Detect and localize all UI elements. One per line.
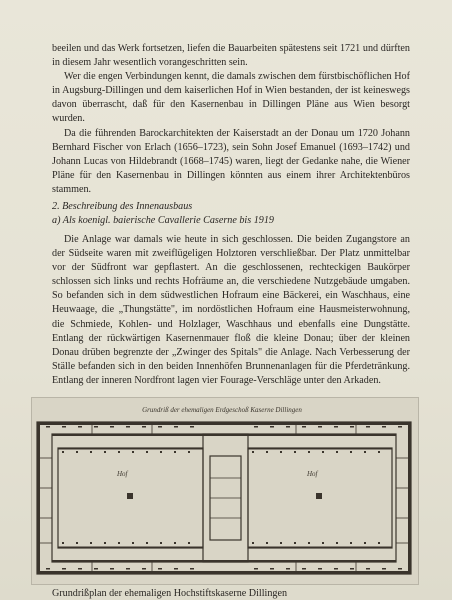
floor-plan-figure [31, 397, 419, 585]
hof-label-left: Hof [117, 470, 128, 478]
text-block-intro [52, 42, 410, 197]
paragraph-3: Da die führenden Barockarchitekten der Kaiserstadt an der Donau um 1720 Johann Bernhard Fischer von Erlach (1656–1723), sein Sohn Josef Emanuel (1693–1742) und Johann Lucas von Hildebrandt (1668–1745) waren, liegt der Gedanke nahe, die Wiener Pläne für den Kasernenbau in Dillingen könnten aus einem ihrer Architektenbüros stammen. [52, 127, 410, 195]
paragraph-1: beeilen und das Werk fortsetzen, liefen die Bauarbeiten spätestens seit 1721 und dürften in diesem Jahr wesentlich vorangeschritten sein. [52, 43, 410, 69]
figure-caption: Grundrißplan der ehemaligen Hochstiftskaserne Dillingen [52, 588, 288, 599]
plan-title: Grundriß der ehemaligen Erdgeschoß Kaserne Dillingen [142, 406, 302, 414]
paragraph-2: Wer die engen Verbindungen kennt, die damals zwischen dem fürstbischöflichen Hof in Augsburg-Dillingen und dem kaiserlichen Hof in Wien bestanden, der ist keineswegs davon überrascht, daß für den Kasernenbau in Dillingen Pläne aus Wien besorgt wurden. [52, 71, 410, 125]
floor-plan-drawing [32, 398, 418, 584]
subsection-heading: a) Als koenigl. baierische Cavallerie Caserne bis 1919 [52, 215, 274, 227]
text-block-description [52, 233, 410, 388]
hof-label-right: Hof [307, 470, 318, 478]
section-heading: 2. Beschreibung des Innenausbaus [52, 201, 193, 212]
paragraph-description: Die Anlage war damals wie heute in sich geschlossen. Die beiden Zugangstore an der Südseite waren mit zweiflügeligen Holztoren verschließbar. Der Platz unmittelbar vor der Südfront war gepflastert. An die geschlossenen, rechteckigen Baukörper schlossen sich links und rechts Hofräume an, die verschiedene Nutzgebäude umgaben. So befanden sich in dem südwestlichen Hofraum eine Bäckerei, ein Waschhaus, eine Heuwaage, die „Thungstätte", im nordöstlichen Hofraum eine Hausmeisterwohnung, die Schmiede, Kohlen- und Holzlager, Waschhaus und ebenfalls eine Dungstätte. Entlang der rückwärtigen Kasernenmauer floß die kleine Donau; über der kleinen Donau drüben begrenzte der „Zwinger des Spitals" die Anlage. Nach Verbesserung der Ställe befanden sich in den beiden Innenhöfen Brunnenanlagen für die Pferdetränkung. Entlang der inneren Nordfront lagen vier Fourage-Verschläge unter den Arkaden. [52, 234, 410, 386]
section-heading-block [52, 200, 410, 228]
